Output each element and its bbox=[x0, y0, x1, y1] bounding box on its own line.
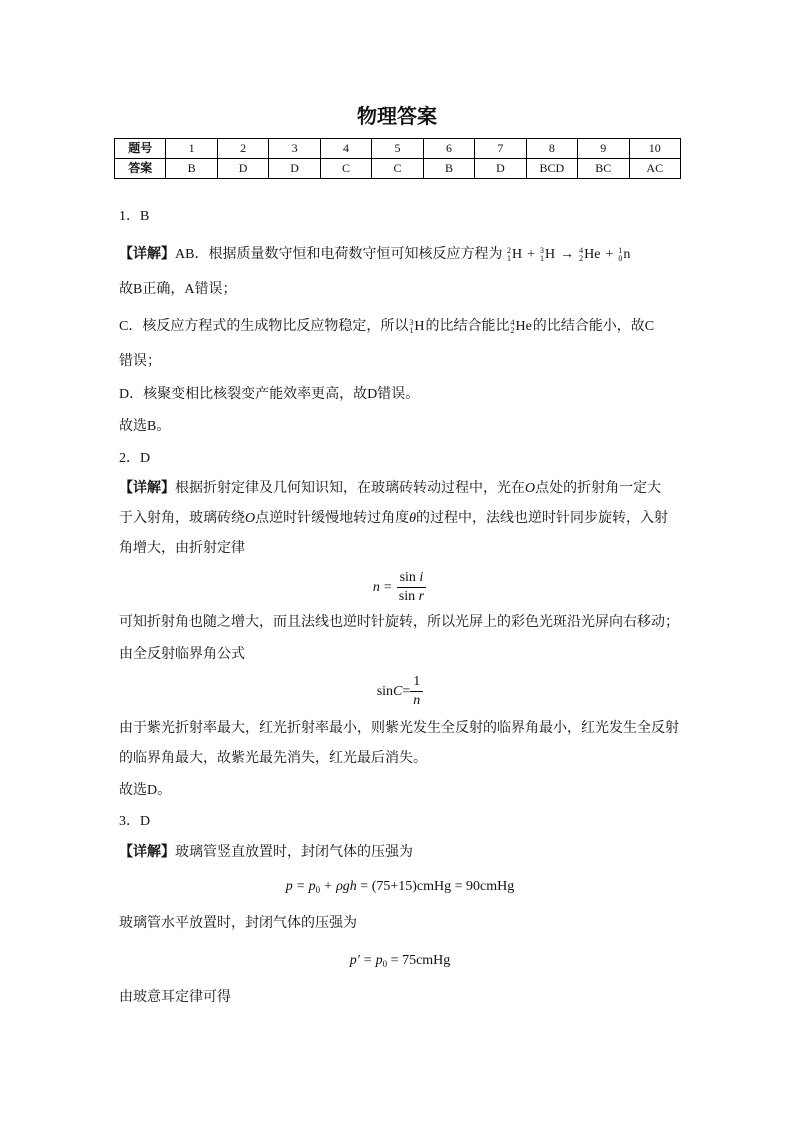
q3-line1-text: 玻璃管竖直放置时，封闭气体的压强为 bbox=[175, 845, 413, 860]
refraction-angle-var: r bbox=[418, 589, 425, 605]
answer-cell: BCD bbox=[526, 159, 577, 179]
atmospheric-pressure-var: p bbox=[375, 953, 383, 968]
q2-explanation-line-6: 由于紫光折射率最大，红光折射率最小，则紫光发生全反射的临界角最小，红光发生全反射 bbox=[119, 721, 679, 736]
plus-sign: + bbox=[605, 247, 614, 263]
q1-heading: 1．B bbox=[119, 209, 150, 224]
fraction-numerator bbox=[397, 569, 427, 588]
nuclide-numbers bbox=[510, 319, 514, 335]
incidence-angle-var: i bbox=[419, 570, 424, 586]
equals-sign: = bbox=[383, 580, 392, 595]
element-symbol: He bbox=[584, 247, 601, 262]
fraction bbox=[410, 673, 423, 710]
element-symbol: H bbox=[511, 247, 523, 262]
answer-cell: AC bbox=[629, 159, 680, 179]
element-symbol: n bbox=[623, 247, 631, 262]
q1-conclusion: 故选B。 bbox=[119, 419, 171, 434]
plus-sign: + bbox=[527, 247, 535, 263]
question-number: 2 bbox=[217, 139, 268, 159]
element-symbol: H bbox=[414, 319, 425, 334]
nuclide-numbers bbox=[409, 319, 413, 335]
question-number: 1 bbox=[166, 139, 217, 159]
mass-number: 3 bbox=[539, 246, 544, 255]
fraction-denominator bbox=[396, 588, 427, 606]
plus-sign: + bbox=[324, 879, 333, 894]
q2-line2-text-b: 点逆时针缓慢地转过角度 bbox=[255, 511, 410, 526]
charge-number: 2 bbox=[510, 326, 515, 335]
equals-sign: = bbox=[402, 684, 411, 699]
critical-angle-var: C bbox=[393, 684, 403, 699]
sin-function: sin bbox=[398, 589, 416, 605]
detail-tag: 【详解】 bbox=[119, 481, 175, 496]
row-label-answer: 答案 bbox=[115, 159, 166, 179]
q2-explanation-line-4: 可知折射角也随之增大，而且法线也逆时针旋转，所以光屏上的彩色光斑沿光屏向右移动； bbox=[119, 615, 679, 630]
mass-number: 4 bbox=[579, 246, 584, 255]
mass-number: 2 bbox=[506, 246, 511, 255]
critical-angle-formula bbox=[119, 672, 681, 712]
answer-row bbox=[115, 159, 681, 179]
q2-line2-text-a: 于入射角，玻璃砖绕 bbox=[119, 511, 245, 526]
subscript: 0 bbox=[382, 959, 388, 969]
q3-explanation-line-2: 玻璃管水平放置时，封闭气体的压强为 bbox=[119, 916, 357, 931]
nuclide-helium bbox=[579, 243, 600, 267]
point-o-label: O bbox=[245, 511, 256, 526]
question-number: 7 bbox=[475, 139, 526, 159]
element-symbol: He bbox=[515, 319, 532, 334]
formula-result: = (75+15)cmHg = 90cmHg bbox=[360, 879, 515, 894]
nuclide-numbers bbox=[618, 247, 622, 263]
charge-number: 1 bbox=[506, 254, 511, 263]
answer-cell: C bbox=[372, 159, 423, 179]
sin-function: sin bbox=[376, 684, 394, 699]
formula-lhs: n bbox=[372, 580, 380, 595]
q2-conclusion: 故选D。 bbox=[119, 783, 172, 798]
charge-number: 1 bbox=[539, 254, 544, 263]
question-number: 5 bbox=[372, 139, 423, 159]
q2-explanation-line-3: 角增大，由折射定律 bbox=[119, 541, 245, 556]
q2-explanation-line-2 bbox=[119, 509, 668, 529]
q1-explanation-line-5: D．核聚变相比核裂变产能效率更高，故D错误。 bbox=[119, 387, 420, 402]
detail-tag: 【详解】 bbox=[119, 247, 175, 263]
q1-line1-text: AB．根据质量数守恒和电荷数守恒可知核反应方程为 bbox=[175, 247, 503, 263]
q1-explanation-line-2: 故B正确，A错误； bbox=[119, 282, 237, 297]
angle-theta-label: θ bbox=[409, 511, 417, 526]
question-number-row bbox=[115, 139, 681, 159]
question-number: 9 bbox=[578, 139, 629, 159]
mass-number: 3 bbox=[409, 318, 414, 327]
q1-explanation-line-3 bbox=[119, 317, 654, 337]
row-label-number: 题号 bbox=[115, 139, 166, 159]
mass-number: 4 bbox=[510, 318, 515, 327]
charge-number: 1 bbox=[409, 326, 414, 335]
reaction-arrow: → bbox=[560, 247, 575, 263]
question-number: 6 bbox=[423, 139, 474, 159]
q3-explanation-line-1 bbox=[119, 843, 413, 863]
q2-explanation-line-5: 由全反射临界角公式 bbox=[119, 647, 245, 662]
refraction-formula bbox=[119, 568, 681, 608]
detail-tag: 【详解】 bbox=[119, 845, 175, 860]
question-number: 8 bbox=[526, 139, 577, 159]
q2-line2-text-c: 的过程中，法线也逆时针同步旋转，入射 bbox=[416, 511, 669, 526]
nuclide-neutron bbox=[618, 243, 630, 267]
nuclide-numbers bbox=[507, 247, 511, 263]
nuclide-deuterium bbox=[507, 243, 522, 267]
fraction-numerator: 1 bbox=[410, 673, 423, 692]
question-number: 3 bbox=[269, 139, 320, 159]
q1-explanation-line-1 bbox=[119, 243, 631, 267]
q2-heading: 2．D bbox=[119, 451, 151, 466]
q2-explanation-line-1 bbox=[119, 479, 661, 499]
nuclide-tritium bbox=[409, 317, 424, 337]
answer-table bbox=[114, 138, 681, 179]
equals-sign: = bbox=[363, 953, 372, 968]
nuclide-tritium bbox=[540, 243, 555, 267]
answer-cell: B bbox=[423, 159, 474, 179]
horizontal-pressure-formula bbox=[119, 949, 681, 973]
answer-cell: D bbox=[269, 159, 320, 179]
question-number: 10 bbox=[629, 139, 680, 159]
question-number: 4 bbox=[320, 139, 371, 159]
point-o-label: O bbox=[525, 481, 536, 496]
fraction-denominator: n bbox=[413, 693, 421, 709]
q1-explanation-line-4: 错误； bbox=[119, 354, 161, 369]
nuclide-numbers bbox=[579, 247, 583, 263]
subscript: 0 bbox=[315, 885, 321, 895]
answer-cell: B bbox=[166, 159, 217, 179]
charge-number: 2 bbox=[579, 254, 584, 263]
charge-number: 0 bbox=[618, 254, 623, 263]
pressure-var: p bbox=[285, 879, 293, 894]
mass-number: 1 bbox=[618, 246, 623, 255]
q1-line3-text-b: 的比结合能比 bbox=[425, 319, 510, 335]
q2-line1-text-b: 点处的折射角一定大 bbox=[535, 481, 662, 496]
element-symbol: H bbox=[544, 247, 556, 262]
q1-line3-text-c: 的比结合能小，故C bbox=[532, 319, 655, 335]
nuclide-helium bbox=[510, 317, 531, 337]
q1-line3-text-a: C．核反应方程式的生成物比反应物稳定，所以 bbox=[119, 319, 409, 335]
page-title: 物理答案 bbox=[357, 106, 437, 128]
q2-line1-text-a: 根据折射定律及几何知识知，在玻璃砖转动过程中，光在 bbox=[175, 481, 525, 496]
equals-sign: = bbox=[296, 879, 305, 894]
answer-cell: C bbox=[320, 159, 371, 179]
atmospheric-pressure-var: p bbox=[308, 879, 316, 894]
nuclide-numbers bbox=[540, 247, 544, 263]
formula-result: = 75cmHg bbox=[390, 953, 451, 968]
q3-explanation-line-3: 由玻意耳定律可得 bbox=[119, 990, 231, 1005]
pressure-var: p′ bbox=[349, 953, 360, 968]
fraction bbox=[396, 569, 427, 606]
q3-heading: 3．D bbox=[119, 814, 151, 829]
hydrostatic-term: ρgh bbox=[336, 879, 357, 894]
answer-cell: D bbox=[475, 159, 526, 179]
sin-function: sin bbox=[399, 570, 416, 586]
answer-cell: D bbox=[217, 159, 268, 179]
vertical-pressure-formula bbox=[119, 875, 681, 899]
answer-cell: BC bbox=[578, 159, 629, 179]
q2-explanation-line-7: 的临界角最大，故紫光最先消失，红光最后消失。 bbox=[119, 751, 427, 766]
